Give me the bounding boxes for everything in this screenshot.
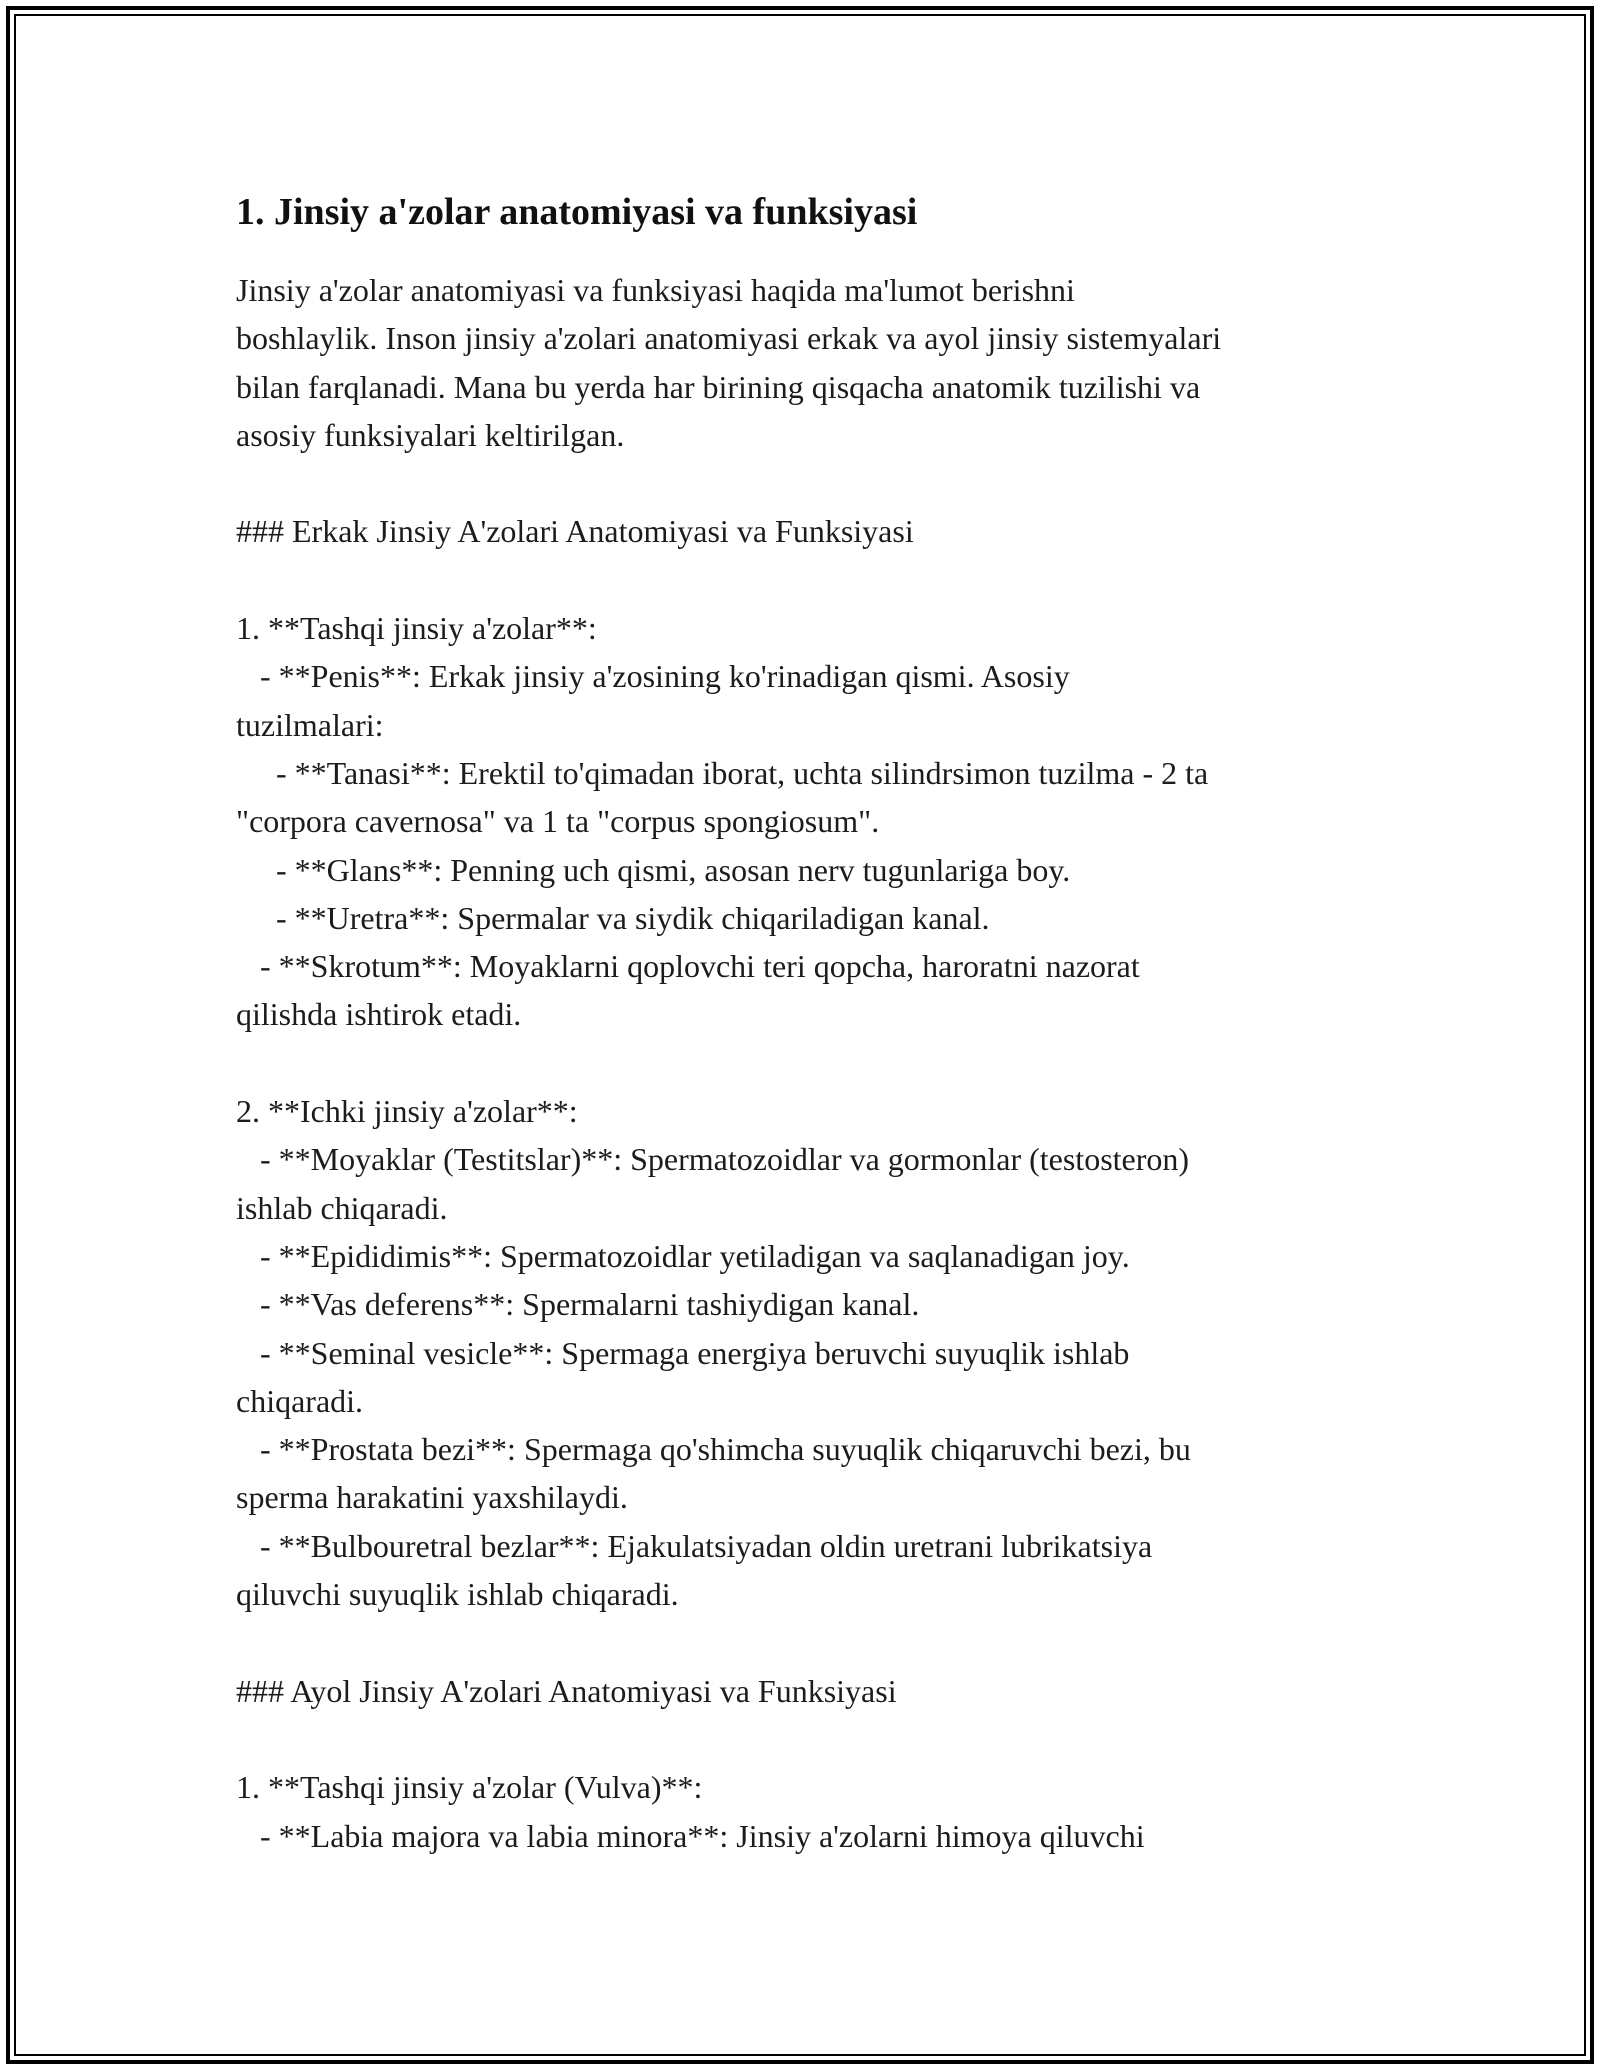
text-line: - **Seminal vesicle**: Spermaga energiya beruvchi suyuqlik ishlab [236, 1334, 1130, 1371]
document-body [236, 188, 1386, 1860]
text-line: Jinsiy a'zolar anatomiyasi va funksiyasi haqida ma'lumot berishni [236, 272, 1075, 308]
text-line: 1. **Tashqi jinsiy a'zolar**: [236, 610, 597, 647]
text-line: - **Bulbouretral bezlar**: Ejakulatsiyadan oldin uretrani lubrikatsiya [236, 1527, 1153, 1564]
text-line: - **Vas deferens**: Spermalarni tashiydigan kanal. [236, 1286, 920, 1323]
section-heading: 1. Jinsiy a'zolar anatomiyasi va funksiyasi [236, 191, 918, 233]
text-line: - **Tanasi**: Erektil to'qimadan iborat, uchta silindrsimon tuzilma - 2 ta [236, 754, 1209, 791]
blank-line [236, 459, 1386, 507]
text-line: - **Prostata bezi**: Spermaga qo'shimcha suyuqlik chiqaruvchi bezi, bu [236, 1431, 1191, 1468]
text-line: - **Skrotum**: Moyaklarni qoplovchi teri qopcha, haroratni nazorat [236, 948, 1140, 985]
text-line: chiqaradi. [236, 1382, 364, 1419]
text-line: - **Moyaklar (Testitslar)**: Spermatozoidlar va gormonlar (testosteron) [236, 1141, 1190, 1178]
blank-line [236, 1618, 1386, 1666]
blank-line [236, 556, 1386, 604]
text-line: ishlab chiqaradi. [236, 1189, 448, 1226]
text-line: bilan farqlanadi. Mana bu yerda har birining qisqacha anatomik tuzilishi va [236, 368, 1201, 405]
text-line: - **Penis**: Erkak jinsiy a'zosining ko'rinadigan qismi. Asosiy [236, 658, 1070, 695]
text-line: - **Epididimis**: Spermatozoidlar yetiladigan va saqlanadigan joy. [236, 1237, 1130, 1274]
text-line: sperma harakatini yaxshilaydi. [236, 1479, 628, 1516]
text-line: qiluvchi suyuqlik ishlab chiqaradi. [236, 1576, 679, 1613]
text-line: 1. **Tashqi jinsiy a'zolar (Vulva)**: [236, 1769, 703, 1806]
text-line: ### Erkak Jinsiy A'zolari Anatomiyasi va Funksiyasi [236, 513, 914, 550]
text-line: - **Labia majora va labia minora**: Jinsiy a'zolarni himoya qiluvchi [236, 1817, 1145, 1854]
text-line: ### Ayol Jinsiy A'zolari Anatomiyasi va Funksiyasi [236, 1672, 897, 1709]
text-lines [236, 266, 1386, 1860]
text-line: - **Uretra**: Spermalar va siydik chiqariladigan kanal. [236, 899, 990, 936]
text-line: asosiy funksiyalari keltirilgan. [236, 416, 625, 453]
text-line: tuzilmalari: [236, 706, 384, 743]
blank-line [236, 1715, 1386, 1763]
text-line: qilishda ishtirok etadi. [236, 996, 522, 1033]
blank-line [236, 1039, 1386, 1087]
text-line: boshlaylik. Inson jinsiy a'zolari anatomiyasi erkak va ayol jinsiy sistemyalari [236, 320, 1222, 357]
text-line: "corpora cavernosa" va 1 ta "corpus spongiosum". [236, 803, 880, 840]
text-line: 2. **Ichki jinsiy a'zolar**: [236, 1093, 578, 1130]
text-line: - **Glans**: Penning uch qismi, asosan nerv tugunlariga boy. [236, 851, 1071, 888]
